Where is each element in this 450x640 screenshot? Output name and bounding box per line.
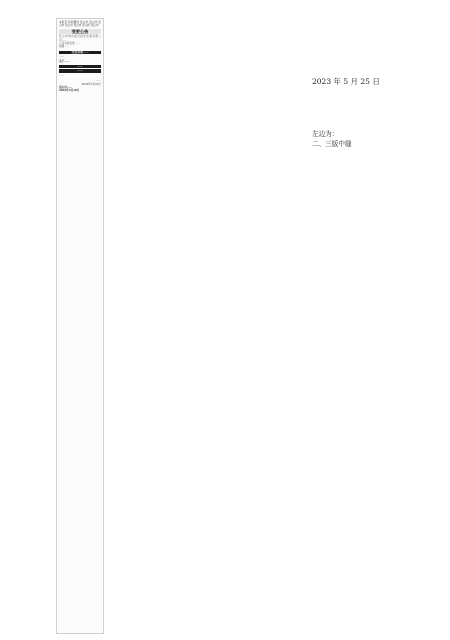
clipping-text-line: ……	[59, 55, 65, 59]
clipping-highlight-band: ……	[59, 65, 101, 69]
clipping-text-line: 昆山市城市建设投资发展有限公司……	[59, 35, 101, 42]
placement-note	[312, 129, 352, 149]
placement-note-line: 二、三版中缝	[312, 140, 352, 148]
clipping-date: 2023年5月25日	[81, 82, 101, 86]
clipping-text-line: 根据……	[59, 45, 70, 49]
clipping-text-line: ……	[59, 73, 65, 77]
clipping-intro	[59, 35, 101, 48]
clipping-footer-date: 2023年5月16日	[59, 89, 80, 93]
clipping-highlight-band: 变更事项……	[59, 51, 101, 55]
clipping-footer: 昆山市……	[59, 85, 72, 89]
clipping-mid	[59, 74, 101, 77]
newspaper-clipping	[56, 18, 104, 634]
clipping-signature: ……	[95, 79, 101, 83]
placement-note-line: 左边为：	[312, 130, 339, 138]
clipping-text-line: 公司名称变更……	[59, 42, 80, 45]
clipping-title: 变更公告	[59, 29, 101, 34]
clipping-body	[59, 55, 101, 58]
clipping-highlight-band: ……	[59, 69, 101, 73]
page-date: 2023 年 5 月 25 日	[312, 77, 380, 86]
clipping-subheading: 关于……	[59, 60, 70, 64]
clipping-header: 本报讯 新闻要闻 昆山市 昆山市 昆山市 昆山市 昆山市 昆山市 昆山市	[59, 21, 101, 28]
